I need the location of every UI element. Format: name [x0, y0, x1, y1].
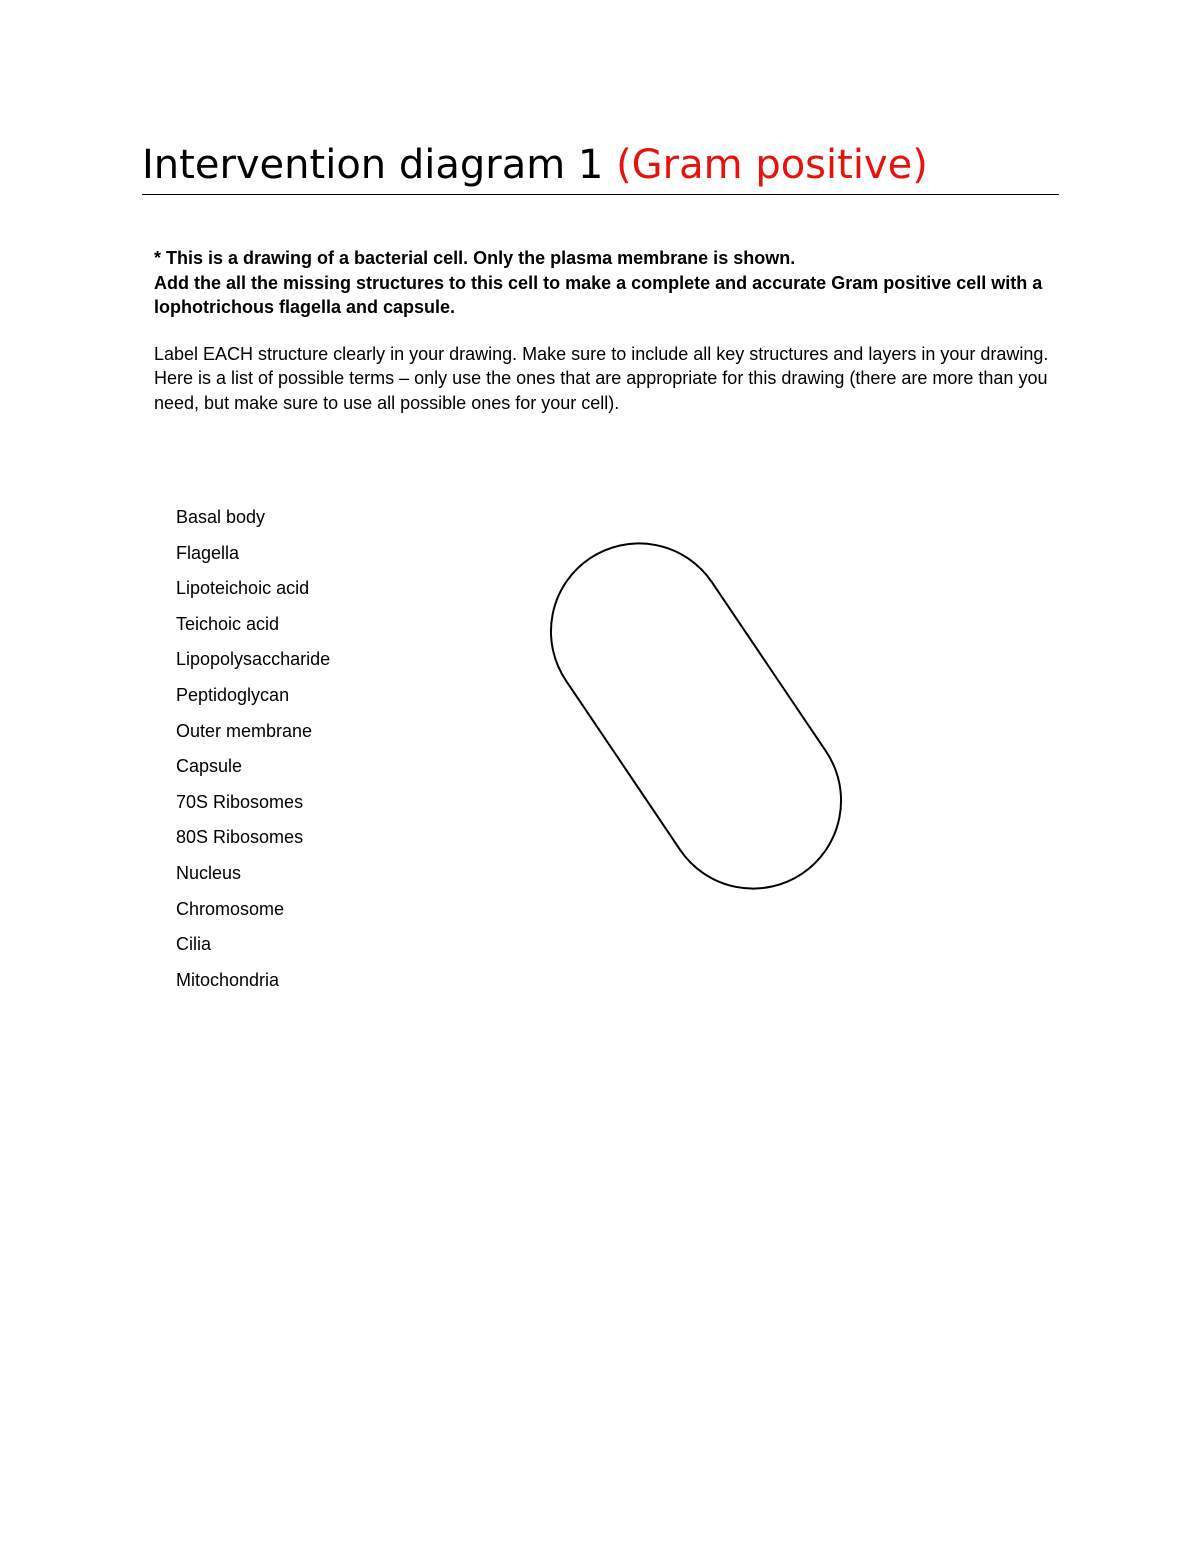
bacterial-cell-outline-icon: [500, 490, 900, 950]
list-item: Flagella: [176, 542, 240, 563]
instruction-line-2: Add the all the missing structures to this cell to make a complete and accurate Gram positive cell with a lophotrichous flagella and capsule.: [154, 272, 1043, 317]
list-item: Nucleus: [176, 862, 242, 883]
list-item: Lipopolysaccharide: [176, 649, 331, 670]
list-item: 80S Ribosomes: [176, 827, 304, 848]
title-accent: (Gram positive): [616, 142, 928, 188]
list-item: 70S Ribosomes: [176, 791, 304, 812]
instruction-line-1: * This is a drawing of a bacterial cell. Only the plasma membrane is shown.: [154, 248, 796, 268]
plasma-membrane-outline: [517, 509, 875, 922]
list-item: Chromosome: [176, 898, 285, 919]
list-item: Cilia: [176, 934, 212, 955]
labeling-instructions: Label EACH structure clearly in your drawing. Make sure to include all key structures and layers in your drawing. Here is a list of possible terms – only use the ones that are appropriate for this drawing (there are more than you need, but make sure to use all possible ones for your cell).: [154, 343, 1049, 413]
title-section: [142, 140, 1059, 195]
list-item: Teichoic acid: [176, 613, 280, 634]
instructions: [154, 246, 1054, 415]
title-main: Intervention diagram 1: [142, 142, 604, 188]
list-item: Basal body: [176, 507, 266, 527]
list-item: Peptidoglycan: [176, 684, 290, 705]
page-title: [142, 140, 1059, 190]
list-item: Capsule: [176, 756, 243, 777]
term-list: [176, 505, 330, 1003]
list-item: Lipoteichoic acid: [176, 578, 310, 599]
list-item: Outer membrane: [176, 720, 313, 741]
list-item: Mitochondria: [176, 969, 280, 990]
task-instructions: [154, 246, 1054, 320]
